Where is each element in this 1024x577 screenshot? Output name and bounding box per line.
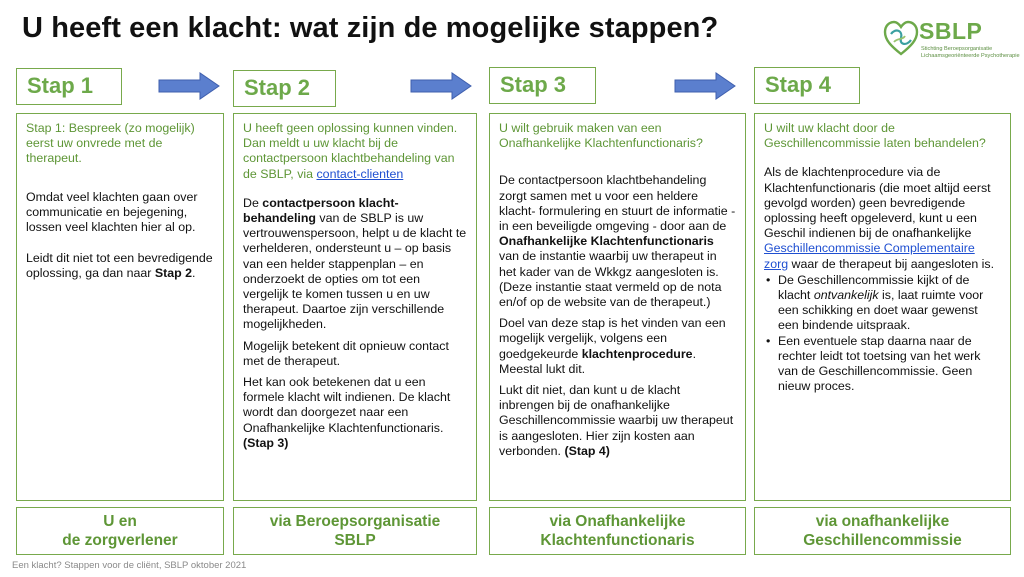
step-2-paragraph: Mogelijk betekent dit opnieuw contact met de therapeut. [243,338,449,368]
step-3-panel [489,113,746,501]
step-1-paragraph: Leidt dit niet tot een bevredigende oplossing, ga dan naar Stap 2. [26,251,213,281]
list-item: • De Geschillencommissie kijkt of de klacht ontvankelijk is, laat ruimte voor een schikking en doet waar gewenst een bindende uitspraak. [764,273,1001,334]
step-2-label: Stap 2 [244,75,311,100]
footer-line: via Onafhankelijke [549,513,686,530]
step-3-paragraph: De contactpersoon klachtbehandeling zorgt samen met u voor een heldere klacht- formulering en stuurt de informatie - in een beveiligde omgeving - door aan de Onafhankelijke Klachtenfunctionaris van de instantie waarbij uw therapeut in het kader van de Wkkgz aangesloten is. (Deze instantie staat vermeld op de nota en/of op de website van de therapeut.) [499,173,736,310]
heart-leaf-logo-icon [883,18,919,58]
arrow-right-icon [410,72,472,100]
step-3-paragraph: Lukt dit niet, dan kunt u de klacht inbrengen bij de onafhankelijke Geschillencommissie waarbij uw therapeut is aangesloten. Hier zijn kosten aan verbonden. (Stap 4) [499,383,734,458]
footer-line: SBLP [334,532,376,549]
step-3-paragraph: Doel van deze stap is het vinden van een mogelijk vergelijk, volgens een goedgekeurde klachtenprocedure. Meestal lukt dit. [499,316,726,376]
step-4-bullet-list [764,273,1001,395]
arrow-right-icon [674,72,736,100]
step-4-panel [754,113,1011,501]
geschillencommissie-link[interactable]: Geschillencommissie Complementaire zorg [764,241,975,271]
step-1-panel [16,113,224,501]
list-item: • Een eventuele stap daarna naar de rechter leidt tot toetsing van het werk van de Geschillencommissie. Geen nieuw proces. [764,334,1001,395]
step-1-footer [16,507,224,555]
step-4-footer [754,507,1011,555]
sblp-logo [883,16,1020,66]
footer-line: U en [103,513,137,530]
arrow-right-icon [158,72,220,100]
footnote: Een klacht? Stappen voor de cliënt, SBLP oktober 2021 [12,560,247,571]
contact-clienten-link[interactable]: contact-clienten [316,166,404,181]
step-1-label: Stap 1 [27,73,94,98]
step-1-lead: Stap 1: Bespreek (zo mogelijk) eerst uw onvrede met de therapeut. [26,121,195,166]
page-title: U heeft een klacht: wat zijn de mogelijke stappen? [22,12,719,44]
footer-line: via onafhankelijke [815,513,950,530]
logo-subtitle-1: Stichting Beroepsorganisatie [921,46,993,52]
step-4-paragraph: Als de klachtenprocedure via de Klachtenfunctionaris (die moet altijd eerst gevolgd worden) geen bevredigende oplossing heeft opgeleverd, kunt u een Geschil indienen bij de onafhankelijke Geschillencommissie Complementaire zorg waar de therapeut bij aangesloten is. [764,165,995,271]
step-1-box [16,68,122,105]
step-4-box [754,67,860,104]
logo-subtitle-2: Lichaamsgeoriënteerde Psychotherapie [921,53,1020,59]
step-3-lead: U wilt gebruik maken van een Onafhankelijke Klachtenfunctionaris? [499,121,703,151]
step-2-paragraph: De contactpersoon klacht-behandeling van de SBLP is uw vertrouwenspersoon, helpt u de klacht te verhelderen, ondersteunt u – op basis van een helder stappenplan – en onderzoekt de opties om tot een vergelijk te komen tussen u en uw therapeut. Daartoe zijn verschillende mogelijkheden. [243,195,467,332]
footer-line: via Beroepsorganisatie [269,513,441,530]
step-2-paragraph: Het kan ook betekenen dat u een formele klacht wilt indienen. De klacht wordt dan doorgezet naar een Onafhankelijke Klachtenfunctionaris.(Stap 3) [243,375,451,450]
step-2-footer [233,507,477,555]
footer-line: Klachtenfunctionaris [540,532,695,549]
step-3-box [489,67,596,104]
step-3-footer [489,507,746,555]
step-4-label: Stap 4 [765,72,832,97]
logo-brand: SBLP [919,18,983,44]
footer-line: de zorgverlener [62,532,178,549]
step-2-lead: U heeft geen oplossing kunnen vinden. Dan meldt u uw klacht bij de contactpersoon klachtbehandeling van de SBLP, via contact-clienten [243,121,458,181]
step-2-panel [233,113,477,501]
step-2-box [233,70,336,107]
step-3-label: Stap 3 [500,72,567,97]
step-4-lead: U wilt uw klacht door de Geschillencommissie laten behandelen? [764,121,986,151]
footer-line: Geschillencommissie [803,532,962,549]
step-1-paragraph: Omdat veel klachten gaan over communicatie en bejegening, lossen veel klachten hier al op. [26,189,198,235]
